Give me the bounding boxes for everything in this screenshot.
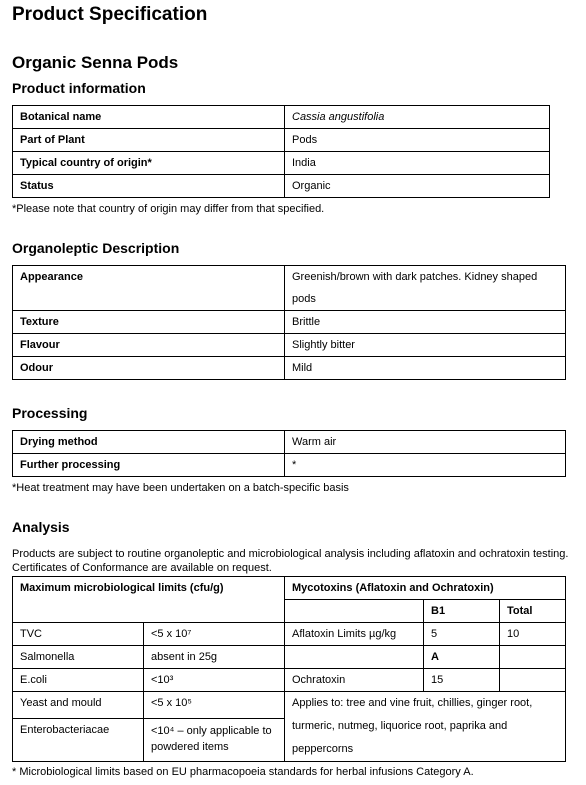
country-note: *Please note that country of origin may differ from that specified. [12,203,325,215]
row-value: Greenish/brown with dark patches. Kidney shaped pods [285,266,566,311]
table-row [13,577,566,600]
analysis-heading: Analysis [12,519,70,535]
b1-header: B1 [424,600,500,623]
row-label: Botanical name [13,106,285,129]
table-row [13,646,566,669]
product-name: Organic Senna Pods [12,53,179,72]
table-row [13,106,550,129]
applies-to: Applies to: tree and vine fruit, chillies, ginger root, turmeric, nutmeg, liquorice root, paprika and peppercorns [285,692,566,762]
micro-limit: <10⁴ – only applicable to powdered items [144,718,285,761]
myco-header: Mycotoxins (Aflatoxin and Ochratoxin) [285,577,566,600]
table-row [13,266,566,311]
table-row [13,334,566,357]
table-row [13,431,566,454]
row-value: Slightly bitter [285,334,566,357]
micro-name: E.coli [13,669,144,692]
row-label: Typical country of origin* [13,152,285,175]
row-label: Texture [13,311,285,334]
row-value: Brittle [285,311,566,334]
product-info-table [12,105,550,198]
row-label: Status [13,175,285,198]
table-row [13,152,550,175]
total-header: Total [500,600,566,623]
table-row [13,357,566,380]
micro-header: Maximum microbiological limits (cfu/g) [13,577,285,600]
table-row [13,454,566,477]
table-row [13,600,566,623]
processing-heading: Processing [12,405,88,421]
product-info-heading: Product information [12,80,146,96]
aflatoxin-b1: 5 [424,623,500,646]
heat-treatment-note: *Heat treatment may have been undertaken on a batch-specific basis [12,482,349,494]
ochratoxin-label: Ochratoxin [285,669,424,692]
processing-table [12,430,566,477]
micro-limit: <5 x 10⁷ [144,623,285,646]
row-label: Further processing [13,454,285,477]
table-row [13,692,566,719]
analysis-table [12,576,566,762]
row-value: * [285,454,566,477]
micro-name: Enterobacteriacae [13,718,144,761]
row-label: Part of Plant [13,129,285,152]
analysis-intro: Products are subject to routine organoleptic and microbiological analysis including aflatoxin and ochratoxin testing. Certificates of Conformance are available on request. [12,548,569,574]
document-title: Product Specification [12,4,208,25]
table-row [13,175,550,198]
aflatoxin-total: 10 [500,623,566,646]
organoleptic-heading: Organoleptic Description [12,240,180,256]
a-label: A [424,646,500,669]
micro-limit: absent in 25g [144,646,285,669]
micro-limit: <5 x 10⁵ [144,692,285,719]
row-value: India [285,152,550,175]
row-value: Mild [285,357,566,380]
row-value: Pods [285,129,550,152]
row-label: Drying method [13,431,285,454]
row-label: Flavour [13,334,285,357]
row-label: Appearance [13,266,285,311]
row-label: Odour [13,357,285,380]
row-value: Cassia angustifolia [285,106,550,129]
microbiological-note: * Microbiological limits based on EU pharmacopoeia standards for herbal infusions Category A. [12,766,474,778]
organoleptic-table [12,265,566,380]
micro-name: Salmonella [13,646,144,669]
table-row [13,623,566,646]
micro-name: Yeast and mould [13,692,144,719]
table-row [13,311,566,334]
ochratoxin-value: 15 [424,669,500,692]
row-value: Warm air [285,431,566,454]
row-value: Organic [285,175,550,198]
table-row [13,129,550,152]
micro-name: TVC [13,623,144,646]
aflatoxin-label: Aflatoxin Limits µg/kg [285,623,424,646]
table-row [13,669,566,692]
micro-limit: <10³ [144,669,285,692]
